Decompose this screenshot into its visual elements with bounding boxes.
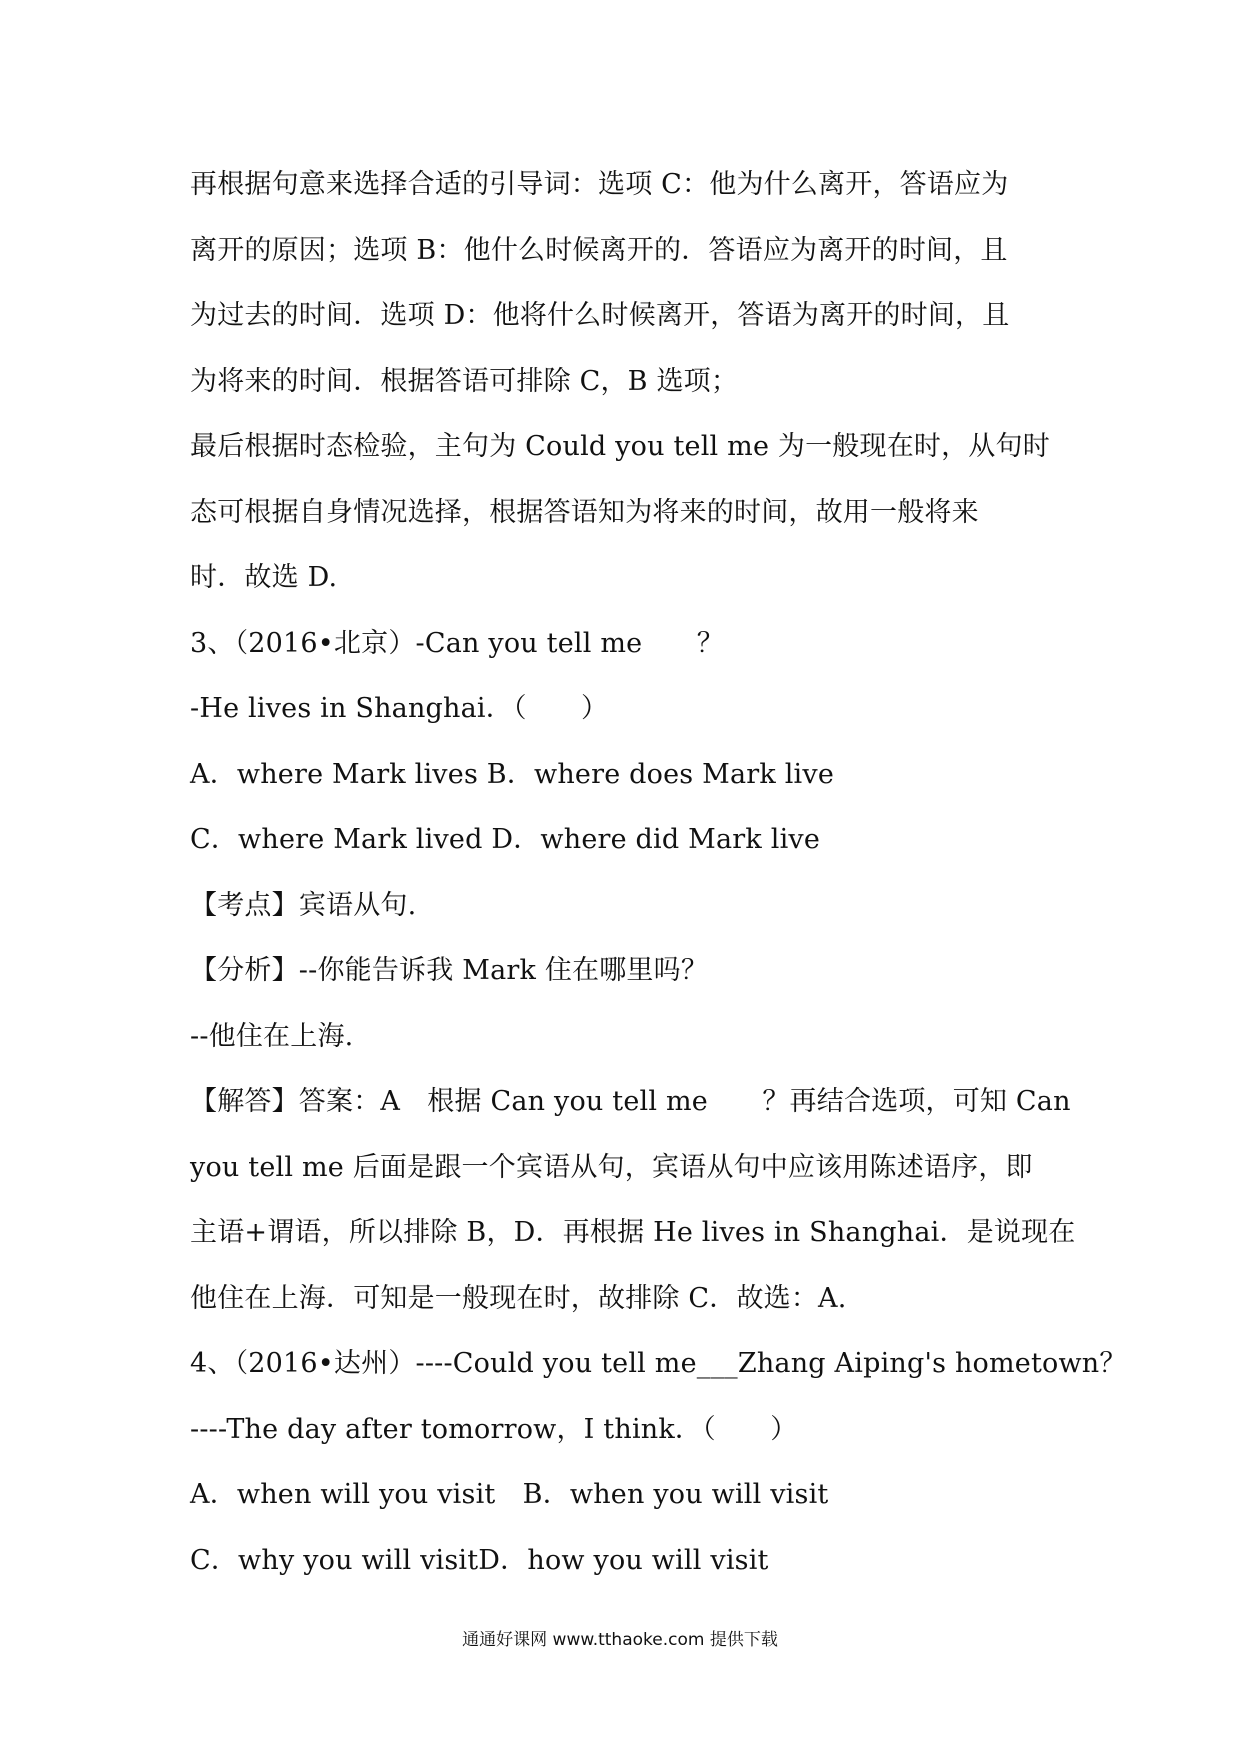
text-line: 态可根据自身情况选择，根据答语知为将来的时间，故用一般将来 bbox=[190, 496, 979, 528]
question-3-stem: 3、（2016•北京）-Can you tell me ？ bbox=[190, 627, 724, 659]
text-line: 最后根据时态检验，主句为 Could you tell me 为一般现在时，从句时 bbox=[190, 431, 1050, 462]
document-body bbox=[190, 152, 1127, 1593]
question-4-stem: 4、（2016•达州）----Could you tell me___Zhang Aiping's hometown？ bbox=[190, 1348, 1127, 1379]
text-line: 再根据句意来选择合适的引导词：选项 C：他为什么离开，答语应为 bbox=[190, 169, 1009, 200]
question-3-options-ab: A．where Mark lives B．where does Mark live bbox=[190, 758, 835, 790]
question-3-answer-line: -He lives in Shanghai．（ ） bbox=[190, 693, 609, 724]
question-3-options-cd: C．where Mark lived D．where did Mark live bbox=[190, 824, 821, 855]
text-line: 他住在上海．可知是一般现在时，故排除 C．故选：A. bbox=[190, 1282, 847, 1314]
kaodian-line: 【考点】宾语从句. bbox=[190, 889, 417, 921]
question-4-options-ab: A．when will you visit B．when you will visit bbox=[190, 1479, 829, 1510]
footer-text: 通通好课网 www.tthaoke.com 提供下载 bbox=[462, 1630, 778, 1650]
question-4-answer-line: ----The day after tomorrow，I think．（ ） bbox=[190, 1413, 798, 1445]
fenxi-line: 【分析】--你能告诉我 Mark 住在哪里吗？ bbox=[190, 955, 709, 986]
text-line: 为将来的时间．根据答语可排除 C，B 选项； bbox=[190, 365, 739, 397]
text-line: you tell me 后面是跟一个宾语从句，宾语从句中应该用陈述语序，即 bbox=[190, 1151, 1033, 1183]
text-line: 主语+谓语，所以排除 B，D．再根据 He lives in Shanghai．是说现在 bbox=[190, 1217, 1076, 1248]
jieda-line: 【解答】答案：A 根据 Can you tell me ？再结合选项，可知 Can bbox=[190, 1086, 1071, 1117]
question-4-options-cd: C．why you will visitD．how you will visit bbox=[190, 1544, 769, 1576]
text-line: 为过去的时间．选项 D：他将什么时候离开，答语为离开的时间，且 bbox=[190, 300, 1010, 331]
text-line: 离开的原因；选项 B：他什么时候离开的．答语应为离开的时间，且 bbox=[190, 234, 1008, 266]
text-line: 时．故选 D. bbox=[190, 562, 338, 593]
fenxi-line-2: --他住在上海. bbox=[190, 1020, 354, 1052]
